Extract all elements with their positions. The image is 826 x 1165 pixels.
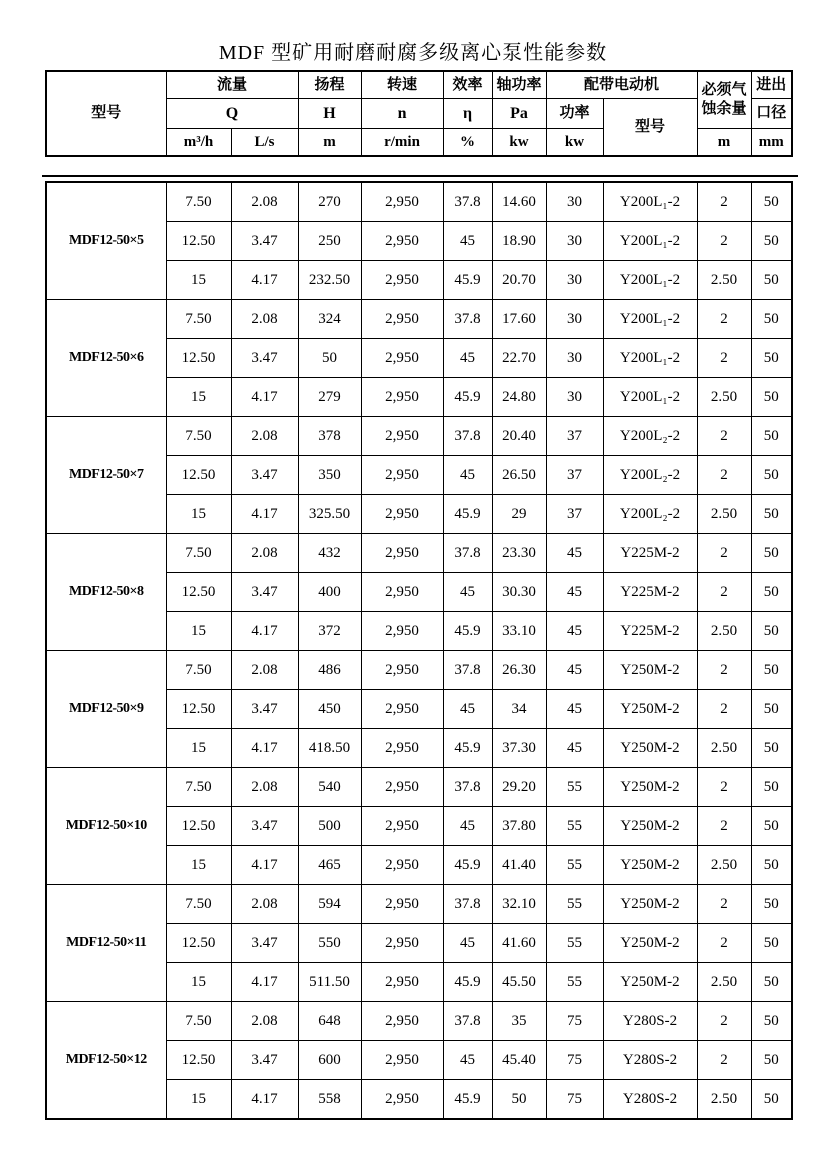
data-cell: 2,950 [361,768,443,807]
data-cell: 2.50 [697,846,751,885]
data-cell: 2.08 [231,417,298,456]
data-cell: 55 [546,846,603,885]
data-cell: Y200L₂-2 [603,417,697,456]
header-motor-power: 功率 [546,99,603,129]
data-cell: 2.08 [231,768,298,807]
data-cell: 30 [546,182,603,222]
header-shaft-power: 轴功率 [492,71,546,99]
data-cell: 4.17 [231,846,298,885]
data-cell: 2 [697,690,751,729]
table-row [46,885,792,924]
data-cell: 7.50 [166,182,231,222]
data-cell: 15 [166,612,231,651]
data-cell: 45 [443,573,492,612]
data-cell: 4.17 [231,729,298,768]
data-cell: 600 [298,1041,361,1080]
data-cell: 50 [751,495,792,534]
data-cell: 33.10 [492,612,546,651]
data-cell: 50 [751,339,792,378]
data-cell: 45 [546,612,603,651]
data-cell: 486 [298,651,361,690]
pump-model-cell: MDF12-50×12 [46,1002,166,1120]
data-cell: 45 [546,573,603,612]
data-cell: 550 [298,924,361,963]
data-cell: 2.50 [697,612,751,651]
data-cell: 41.60 [492,924,546,963]
data-cell: 2 [697,339,751,378]
data-cell: 540 [298,768,361,807]
data-cell: 37 [546,495,603,534]
data-cell: 50 [751,1002,792,1041]
data-cell: 35 [492,1002,546,1041]
data-cell: 37.8 [443,300,492,339]
table-row [46,182,792,222]
table-row [46,768,792,807]
data-cell: 23.30 [492,534,546,573]
data-cell: 2,950 [361,378,443,417]
data-cell: Y280S-2 [603,1041,697,1080]
data-cell: 2,950 [361,885,443,924]
data-cell: 2 [697,768,751,807]
data-cell: 450 [298,690,361,729]
header-flow-unit-ls: L/s [231,129,298,157]
data-cell: 55 [546,924,603,963]
data-cell: 500 [298,807,361,846]
pump-model-cell: MDF12-50×5 [46,182,166,300]
data-cell: 30 [546,378,603,417]
header-efficiency-symbol: η [443,99,492,129]
data-cell: 2.08 [231,885,298,924]
data-cell: 400 [298,573,361,612]
data-cell: 2 [697,885,751,924]
data-cell: 22.70 [492,339,546,378]
data-cell: 37 [546,417,603,456]
data-cell: 378 [298,417,361,456]
header-motor-power-unit: kw [546,129,603,157]
data-cell: 45 [546,690,603,729]
data-cell: 2,950 [361,924,443,963]
data-cell: 45 [546,651,603,690]
data-cell: 7.50 [166,885,231,924]
data-cell: 26.30 [492,651,546,690]
data-cell: 2 [697,182,751,222]
data-cell: 45 [546,729,603,768]
header-efficiency-unit: % [443,129,492,157]
data-cell: 2.50 [697,729,751,768]
data-cell: Y250M-2 [603,651,697,690]
data-cell: Y200L₁-2 [603,378,697,417]
data-cell: 45.9 [443,963,492,1002]
data-cell: 2.08 [231,300,298,339]
data-cell: 30 [546,300,603,339]
data-cell: 3.47 [231,924,298,963]
data-cell: 2,950 [361,690,443,729]
data-cell: 4.17 [231,612,298,651]
data-cell: 2,950 [361,1041,443,1080]
data-cell: 465 [298,846,361,885]
data-cell: Y250M-2 [603,768,697,807]
data-cell: 2,950 [361,182,443,222]
pump-model-cell: MDF12-50×9 [46,651,166,768]
data-cell: 45 [443,222,492,261]
data-cell: 12.50 [166,807,231,846]
data-cell: Y250M-2 [603,963,697,1002]
data-cell: 45 [443,1041,492,1080]
data-cell: 55 [546,807,603,846]
data-cell: 4.17 [231,495,298,534]
header-flow-unit-m3h: m³/h [166,129,231,157]
data-cell: 279 [298,378,361,417]
data-cell: 75 [546,1002,603,1041]
table-row [46,1002,792,1041]
data-cell: 4.17 [231,1080,298,1120]
data-cell: 325.50 [298,495,361,534]
data-cell: 50 [751,534,792,573]
data-cell: 372 [298,612,361,651]
data-cell: 2.50 [697,495,751,534]
data-cell: 2 [697,222,751,261]
data-cell: Y250M-2 [603,729,697,768]
data-cell: 50 [751,846,792,885]
data-cell: 15 [166,963,231,1002]
data-cell: 29.20 [492,768,546,807]
data-cell: 4.17 [231,378,298,417]
data-cell: 50 [751,378,792,417]
data-cell: 2,950 [361,846,443,885]
data-cell: 418.50 [298,729,361,768]
data-cell: 30.30 [492,573,546,612]
data-cell: 45.9 [443,495,492,534]
data-cell: 12.50 [166,1041,231,1080]
data-cell: 12.50 [166,456,231,495]
data-cell: 37.8 [443,417,492,456]
data-cell: 45.9 [443,729,492,768]
data-cell: 45 [443,690,492,729]
data-cell: 2,950 [361,729,443,768]
data-cell: 32.10 [492,885,546,924]
data-cell: 30 [546,222,603,261]
data-cell: 29 [492,495,546,534]
data-cell: 2 [697,573,751,612]
data-cell: 17.60 [492,300,546,339]
data-cell: 45 [546,534,603,573]
data-cell: 37.80 [492,807,546,846]
pump-table-header [45,70,793,157]
data-cell: 45 [443,807,492,846]
pump-model-cell: MDF12-50×7 [46,417,166,534]
header-head-symbol: H [298,99,361,129]
data-cell: 432 [298,534,361,573]
data-cell: 3.47 [231,807,298,846]
data-cell: 3.47 [231,222,298,261]
header-npsh: 必须气蚀余量 [697,71,751,129]
data-cell: 50 [751,1080,792,1120]
data-cell: 2,950 [361,1080,443,1120]
header-port-line1: 进出 [751,71,792,99]
data-cell: 15 [166,729,231,768]
data-cell: 30 [546,339,603,378]
page-title: MDF 型矿用耐磨耐腐多级离心泵性能参数 [218,42,608,64]
data-cell: 34 [492,690,546,729]
data-cell: 558 [298,1080,361,1120]
table-top-rule [42,175,798,177]
data-cell: 2.08 [231,182,298,222]
data-cell: 50 [298,339,361,378]
data-cell: 55 [546,768,603,807]
data-cell: 324 [298,300,361,339]
data-cell: 2.50 [697,963,751,1002]
data-cell: 37.8 [443,651,492,690]
data-cell: 50 [751,417,792,456]
data-cell: 45.50 [492,963,546,1002]
header-speed-symbol: n [361,99,443,129]
table-row [46,651,792,690]
data-cell: 37.30 [492,729,546,768]
data-cell: Y250M-2 [603,885,697,924]
header-shaft-power-unit: kw [492,129,546,157]
data-cell: 50 [751,182,792,222]
data-cell: 26.50 [492,456,546,495]
data-cell: Y225M-2 [603,612,697,651]
data-cell: 50 [751,768,792,807]
pump-table [45,181,793,1120]
header-flow-symbol: Q [166,99,298,129]
data-cell: 3.47 [231,573,298,612]
header-port-unit: mm [751,129,792,157]
data-cell: 50 [751,300,792,339]
data-cell: 37.8 [443,182,492,222]
data-cell: 2 [697,417,751,456]
data-cell: 45 [443,456,492,495]
data-cell: 50 [751,261,792,300]
data-cell: 50 [751,222,792,261]
data-cell: 45.9 [443,261,492,300]
data-cell: 2.50 [697,1080,751,1120]
header-speed: 转速 [361,71,443,99]
data-cell: 50 [751,573,792,612]
data-cell: 7.50 [166,417,231,456]
data-cell: 648 [298,1002,361,1041]
data-cell: 50 [751,1041,792,1080]
data-cell: 15 [166,495,231,534]
data-cell: 2,950 [361,807,443,846]
pump-model-cell: MDF12-50×6 [46,300,166,417]
data-cell: 15 [166,261,231,300]
data-cell: 2 [697,1002,751,1041]
data-cell: 3.47 [231,456,298,495]
data-cell: 24.80 [492,378,546,417]
data-cell: 20.70 [492,261,546,300]
header-efficiency: 效率 [443,71,492,99]
data-cell: 12.50 [166,690,231,729]
header-port-line2: 口径 [751,99,792,129]
data-cell: 2.08 [231,534,298,573]
pump-model-cell: MDF12-50×11 [46,885,166,1002]
header-flow: 流量 [166,71,298,99]
data-cell: 18.90 [492,222,546,261]
data-cell: 37.8 [443,885,492,924]
header-motor-model: 型号 [603,99,697,157]
data-cell: 50 [751,690,792,729]
data-cell: 50 [751,963,792,1002]
data-cell: Y200L₁-2 [603,261,697,300]
data-cell: 2 [697,924,751,963]
data-cell: 2 [697,807,751,846]
data-cell: 2,950 [361,222,443,261]
data-cell: 55 [546,885,603,924]
data-cell: 7.50 [166,768,231,807]
data-cell: 50 [492,1080,546,1120]
data-cell: 50 [751,612,792,651]
header-head-unit: m [298,129,361,157]
data-cell: Y225M-2 [603,534,697,573]
data-cell: 2.50 [697,378,751,417]
data-cell: 2,950 [361,1002,443,1041]
header-speed-unit: r/min [361,129,443,157]
data-cell: 15 [166,1080,231,1120]
data-cell: 41.40 [492,846,546,885]
data-cell: 50 [751,924,792,963]
data-cell: 3.47 [231,1041,298,1080]
data-cell: 7.50 [166,534,231,573]
data-cell: Y250M-2 [603,924,697,963]
data-cell: 12.50 [166,573,231,612]
data-cell: 2,950 [361,612,443,651]
data-cell: 30 [546,261,603,300]
data-cell: 270 [298,182,361,222]
data-cell: 3.47 [231,339,298,378]
data-cell: 2.08 [231,651,298,690]
data-cell: 14.60 [492,182,546,222]
data-cell: 12.50 [166,222,231,261]
data-cell: 12.50 [166,924,231,963]
data-cell: 45 [443,339,492,378]
header-npsh-unit: m [697,129,751,157]
data-cell: 45.9 [443,1080,492,1120]
data-cell: Y250M-2 [603,690,697,729]
data-cell: Y280S-2 [603,1080,697,1120]
data-cell: 55 [546,963,603,1002]
header-model: 型号 [46,71,166,156]
data-cell: 4.17 [231,963,298,1002]
header-motor: 配带电动机 [546,71,697,99]
data-cell: 45.9 [443,378,492,417]
data-cell: Y250M-2 [603,807,697,846]
data-cell: 2,950 [361,417,443,456]
data-cell: 2,950 [361,534,443,573]
data-cell: 2 [697,300,751,339]
data-cell: Y200L₁-2 [603,182,697,222]
data-cell: 4.17 [231,261,298,300]
table-row [46,534,792,573]
data-cell: 50 [751,456,792,495]
data-cell: Y200L₂-2 [603,495,697,534]
data-cell: 2,950 [361,339,443,378]
data-cell: 250 [298,222,361,261]
data-cell: 2 [697,651,751,690]
data-cell: 2,950 [361,963,443,1002]
data-cell: 2.50 [697,261,751,300]
data-cell: 50 [751,885,792,924]
data-cell: Y200L₁-2 [603,339,697,378]
data-cell: 75 [546,1041,603,1080]
data-cell: 15 [166,846,231,885]
data-cell: Y200L₁-2 [603,300,697,339]
data-cell: 45.40 [492,1041,546,1080]
data-cell: 7.50 [166,1002,231,1041]
table-row [46,417,792,456]
data-cell: 2.08 [231,1002,298,1041]
pump-table-body [46,182,792,1119]
data-cell: 2 [697,1041,751,1080]
data-cell: Y200L₂-2 [603,456,697,495]
pump-model-cell: MDF12-50×10 [46,768,166,885]
data-cell: Y280S-2 [603,1002,697,1041]
data-cell: 2,950 [361,261,443,300]
data-cell: 3.47 [231,690,298,729]
data-cell: 12.50 [166,339,231,378]
data-cell: 37.8 [443,534,492,573]
data-cell: 511.50 [298,963,361,1002]
data-cell: 45 [443,924,492,963]
data-cell: 37.8 [443,1002,492,1041]
pump-model-cell: MDF12-50×8 [46,534,166,651]
data-cell: 350 [298,456,361,495]
data-cell: 594 [298,885,361,924]
data-cell: 15 [166,378,231,417]
data-cell: 2,950 [361,300,443,339]
data-cell: 45.9 [443,612,492,651]
data-cell: 50 [751,729,792,768]
data-cell: 45.9 [443,846,492,885]
data-cell: 2,950 [361,456,443,495]
data-cell: Y200L₁-2 [603,222,697,261]
header-head: 扬程 [298,71,361,99]
header-shaft-power-symbol: Pa [492,99,546,129]
data-cell: 37.8 [443,768,492,807]
data-cell: Y250M-2 [603,846,697,885]
data-cell: 2 [697,456,751,495]
data-cell: 50 [751,807,792,846]
data-cell: 50 [751,651,792,690]
data-cell: 20.40 [492,417,546,456]
data-cell: 2,950 [361,651,443,690]
data-cell: 2,950 [361,573,443,612]
data-cell: Y225M-2 [603,573,697,612]
table-row [46,300,792,339]
data-cell: 232.50 [298,261,361,300]
data-cell: 2,950 [361,495,443,534]
data-cell: 7.50 [166,300,231,339]
data-cell: 2 [697,534,751,573]
data-cell: 37 [546,456,603,495]
data-cell: 75 [546,1080,603,1120]
data-cell: 7.50 [166,651,231,690]
